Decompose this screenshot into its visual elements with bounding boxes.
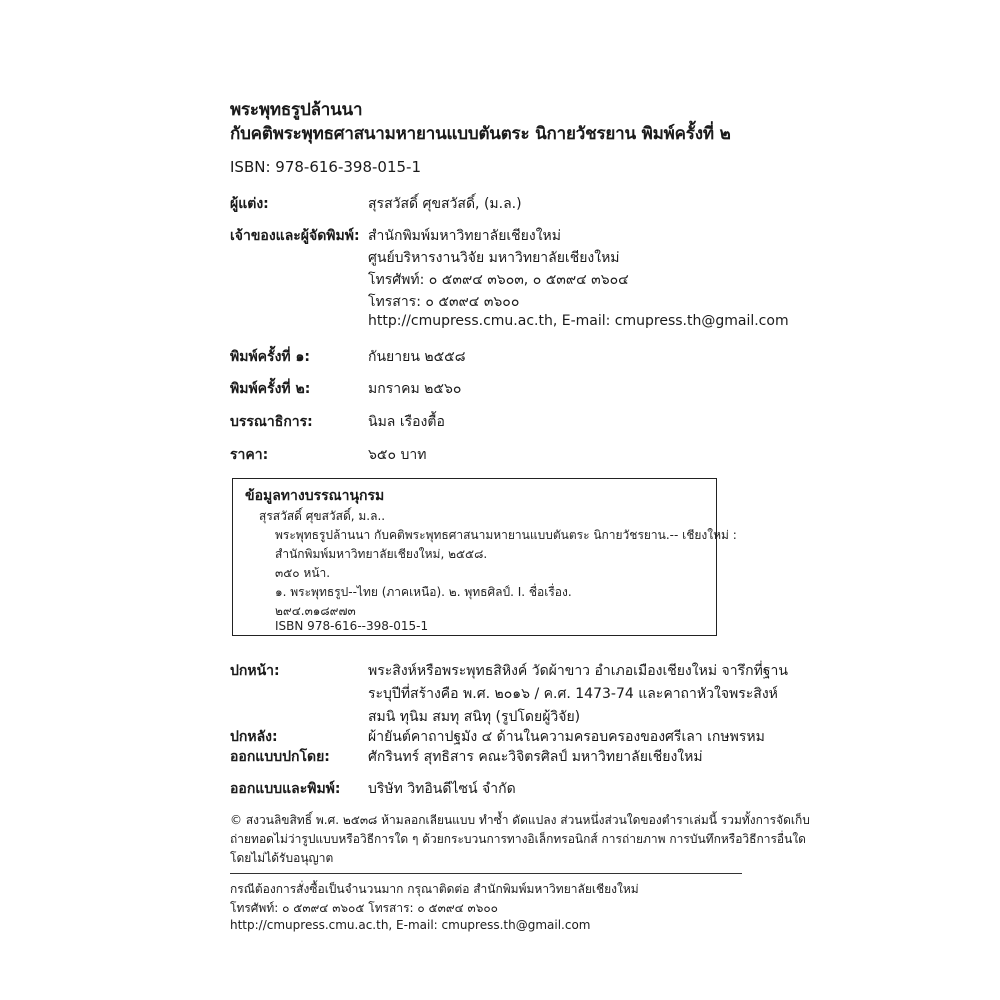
design-print-label: ออกแบบและพิมพ์: (230, 781, 341, 797)
catalog-box (232, 478, 737, 636)
book-title-line1: พระพุทธรูปล้านนา (230, 100, 363, 120)
footer-order-info: กรณีต้องการสั่งซื้อเป็นจำนวนมาก กรุณาติดต่อ สำนักพิมพ์มหาวิทยาลัยเชียงใหม่ (230, 882, 639, 896)
publisher-label: เจ้าของและผู้จัดพิมพ์: (230, 228, 360, 244)
cover-front-label: ปกหน้า: (230, 663, 280, 679)
edition2-value: มกราคม ๒๕๖๐ (368, 381, 462, 397)
copyright-line1: © สงวนลิขสิทธิ์ พ.ศ. ๒๕๓๘ ห้ามลอกเลียนแบบ ทำซ้ำ ดัดแปลง ส่วนหนึ่งส่วนใดของตำราเล่มนี้ รวมทั้งการจัดเก็บ (230, 813, 810, 827)
author-label: ผู้แต่ง: (230, 196, 269, 212)
book-title-line2: กับคติพระพุทธศาสนามหายานแบบตันตระ นิกายวัชรยาน พิมพ์ครั้งที่ ๒ (230, 124, 731, 144)
price-value: ๖๕๐ บาท (368, 447, 427, 463)
catalog-publisher: สำนักพิมพ์มหาวิทยาลัยเชียงใหม่, ๒๕๕๘. (275, 547, 488, 561)
edition2-label: พิมพ์ครั้งที่ ๒: (230, 381, 311, 397)
design-print-value: บริษัท วิทอินดีไซน์ จำกัด (368, 781, 516, 797)
cover-front-line3: สมนิ ทุนิม สมทุ สนิทุ (รูปโดยผู้วิจัย) (368, 709, 581, 725)
cover-design-label: ออกแบบปกโดย: (230, 749, 330, 765)
editor-label: บรรณาธิการ: (230, 414, 313, 430)
footer-divider (230, 873, 742, 874)
publisher-web-email: http://cmupress.cmu.ac.th, E-mail: cmupress.th@gmail.com (368, 313, 789, 329)
publisher-office: ศูนย์บริหารงานวิจัย มหาวิทยาลัยเชียงใหม่ (368, 250, 620, 266)
publisher-fax: โทรสาร: ๐ ๕๓๙๔ ๓๖๐๐ (368, 294, 520, 310)
copyright-line2: ถ่ายทอดไม่ว่ารูปแบบหรือวิธีการใด ๆ ด้วยกระบวนการทางอิเล็กทรอนิกส์ การถ่ายภาพ การบันทึกหรือวิธีการอื่นใด (230, 832, 806, 846)
author-value: สุรสวัสดิ์ ศุขสวัสดิ์, (ม.ล.) (368, 196, 522, 212)
publisher-name: สำนักพิมพ์มหาวิทยาลัยเชียงใหม่ (368, 228, 562, 244)
footer-phone-fax: โทรศัพท์: ๐ ๕๓๙๔ ๓๖๐๕ โทรสาร: ๐ ๕๓๙๔ ๓๖๐๐ (230, 901, 498, 915)
catalog-title: ข้อมูลทางบรรณานุกรม (245, 488, 385, 504)
cover-front-line2: ระบุปีที่สร้างคือ พ.ศ. ๒๐๑๖ / ค.ศ. 1473-74 และคาถาหัวใจพระสิงห์ (368, 686, 778, 702)
cover-front-line1: พระสิงห์หรือพระพุทธสิหิงค์ วัดผ้าขาว อำเภอเมืองเชียงใหม่ จารึกที่ฐาน (368, 663, 788, 679)
edition1-value: กันยายน ๒๕๕๘ (368, 349, 466, 365)
catalog-subjects: ๑. พระพุทธรูป--ไทย (ภาคเหนือ). ๒. พุทธศิลป์. I. ชื่อเรื่อง. (275, 585, 572, 599)
edition1-label: พิมพ์ครั้งที่ ๑: (230, 349, 310, 365)
publisher-phone: โทรศัพท์: ๐ ๕๓๙๔ ๓๖๐๓, ๐ ๕๓๙๔ ๓๖๐๔ (368, 272, 629, 288)
cover-back-label: ปกหลัง: (230, 729, 278, 745)
catalog-pages: ๓๕๐ หน้า. (275, 566, 331, 580)
catalog-isbn: ISBN 978-616--398-015-1 (275, 619, 429, 633)
cover-back-value: ผ้ายันต์คาถาปฐมัง ๔ ด้านในความครอบครองของศรีเลา เกษพรหม (368, 729, 765, 745)
cover-design-value: ศักรินทร์ สุทธิสาร คณะวิจิตรศิลป์ มหาวิทยาลัยเชียงใหม่ (368, 749, 703, 765)
price-label: ราคา: (230, 447, 269, 463)
catalog-title-entry: พระพุทธรูปล้านนา กับคติพระพุทธศาสนามหายานแบบตันตระ นิกายวัชรยาน.-- เชียงใหม่ : (275, 528, 737, 542)
catalog-author: สุรสวัสดิ์ ศุขสวัสดิ์, ม.ล.. (259, 509, 386, 523)
isbn: ISBN: 978-616-398-015-1 (230, 158, 421, 176)
footer-web-email: http://cmupress.cmu.ac.th, E-mail: cmupress.th@gmail.com (230, 918, 591, 932)
catalog-call-number: ๒๙๔.๓๑๘๙๗๓ (275, 604, 356, 618)
editor-value: นิมล เรืองตื้อ (368, 414, 445, 430)
copyright-line3: โดยไม่ได้รับอนุญาต (230, 851, 334, 865)
